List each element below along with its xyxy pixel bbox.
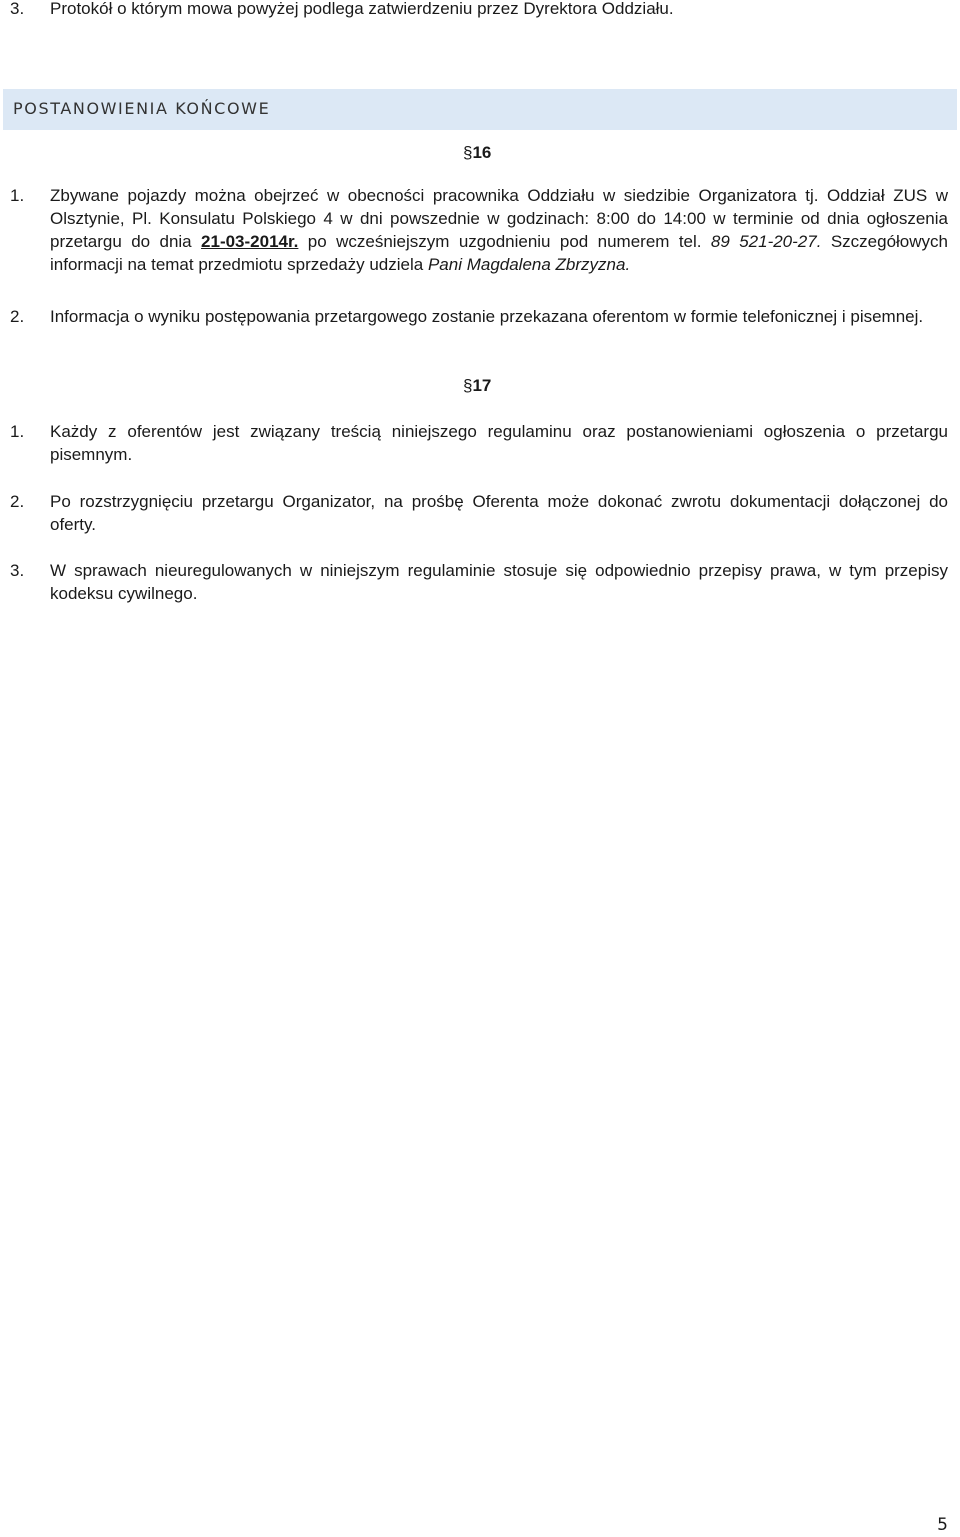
item-number: 1. — [10, 186, 25, 205]
section-number: 16 — [472, 143, 492, 162]
list-item — [10, 0, 948, 20]
section-header: POSTANOWIENIA KOŃCOWE — [13, 99, 271, 118]
item-text: Informacja o wyniku postępowania przetargowego zostanie przekazana oferentom w formie telefonicznej i pisemnej. — [50, 307, 924, 326]
item-number: 3. — [10, 0, 25, 18]
item-text: Po rozstrzygnięciu przetargu Organizator, na prośbę Oferenta może dokonać zwrotu dokumentacji dołączonej do oferty. — [50, 492, 948, 534]
contact-person: Pani Magdalena Zbrzyzna. — [427, 255, 631, 274]
item-text-part: Zbywane pojazdy można obejrzeć w obecności pracownika Oddziału w siedzibie Organizatora tj. Oddział ZUS w Olsztynie, Pl. Konsulatu Polskiego 4 w dni powszednie w godzinach: 8:00 do 14:00 w terminie od dnia ogłoszenia przetargu do dnia — [50, 186, 948, 251]
list-item — [10, 420, 948, 466]
item-number: 1. — [10, 422, 25, 441]
list-item — [10, 559, 948, 605]
list-item — [10, 184, 948, 276]
section-16-heading — [463, 141, 491, 164]
item-text: Protokół o którym mowa powyżej podlega zatwierdzeniu przez Dyrektora Oddziału. — [50, 0, 674, 18]
list-item — [10, 305, 948, 328]
item-text: W sprawach nieuregulowanych w niniejszym regulaminie stosuje się odpowiednio przepisy prawa, w tym przepisy kodeksu cywilnego. — [50, 561, 948, 603]
item-number: 2. — [10, 492, 25, 511]
section-number: 17 — [472, 376, 492, 395]
item-number: 3. — [10, 561, 25, 580]
item-text-part: Szczegółowych informacji na temat przedmiotu sprzedaży udziela — [50, 232, 948, 274]
section-symbol: § — [463, 143, 473, 162]
item-text-part: po wcześniejszym uzgodnieniu pod numerem tel. — [298, 232, 711, 251]
section-17-heading — [463, 374, 491, 397]
section-symbol: § — [463, 376, 473, 395]
list-item — [10, 490, 948, 536]
item-text: Każdy z oferentów jest związany treścią niniejszego regulaminu oraz postanowieniami ogłoszenia o przetargu pisemnym. — [50, 422, 948, 464]
item-number: 2. — [10, 307, 25, 326]
phone-number: 89 521-20-27. — [710, 232, 822, 251]
page-number: 5 — [937, 1515, 948, 1535]
item-text — [50, 184, 948, 276]
deadline-date: 21-03-2014r. — [201, 232, 299, 251]
section-header-band — [3, 89, 957, 130]
